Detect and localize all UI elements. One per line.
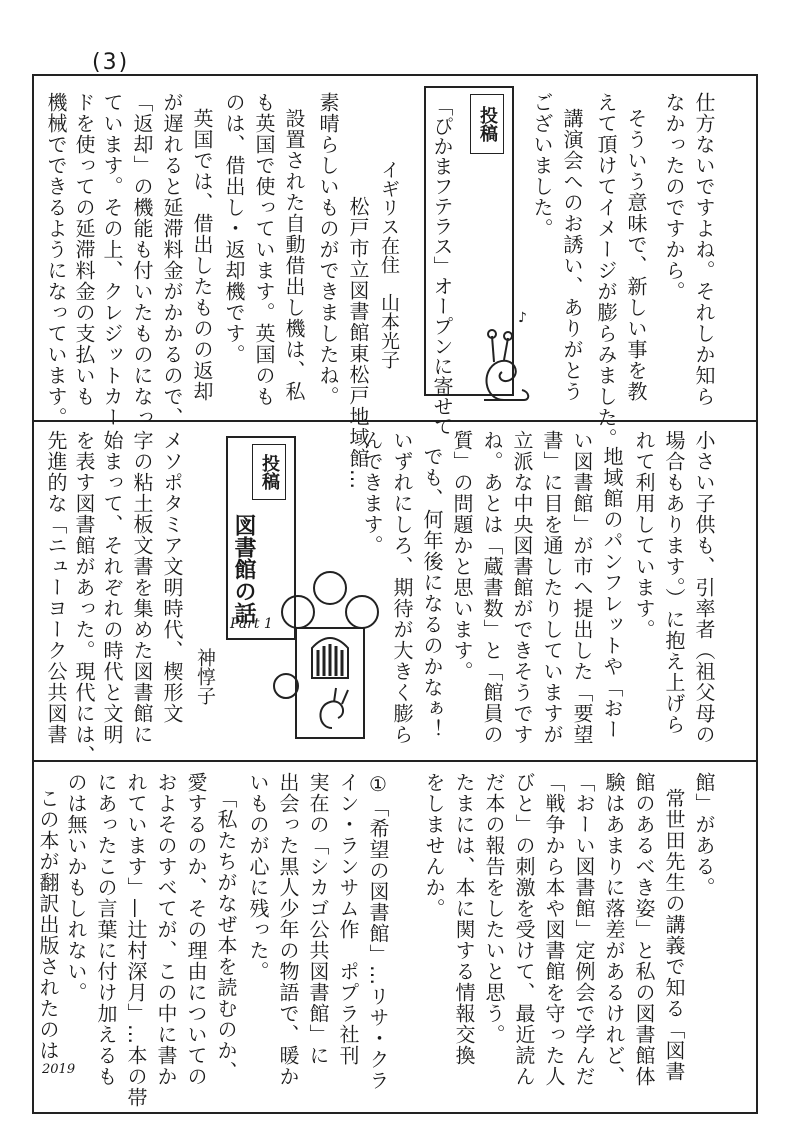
text-line: 先進的な「ニューヨーク公共図書: [44, 430, 68, 745]
text-line: この本が翻訳出版されたのは: [36, 788, 60, 1061]
text-line: 「私たちがなぜ本を読むのか、: [214, 788, 238, 1082]
text-line: 館のあるべき姿」と私の図書館体: [632, 772, 656, 1087]
text-line: 字の粘土板文書を集めた図書館に: [130, 430, 154, 745]
text-line: いずれにしろ、期待が大きく膨ら: [390, 430, 414, 745]
text-line: でも、何年後になるのかなぁ！: [420, 446, 444, 740]
text-line: 館」がある。: [692, 772, 716, 898]
section-divider-bottom: [32, 760, 758, 762]
text-line: ございました。: [530, 92, 554, 239]
text-line: だ本の報告をしたいと思う。: [482, 772, 506, 1045]
snail-illustration: [474, 300, 534, 410]
text-line: およそのすべてが、この中に書か: [154, 772, 178, 1087]
text-line: 書」に目を通したりしていますが: [540, 430, 564, 745]
article2-title: 図書館の話: [231, 514, 256, 624]
text-line: 設置された自動借出し機は、私: [282, 108, 306, 402]
text-line: 英国では、借出したものの返却: [190, 108, 214, 402]
article2-author: 神惇子: [194, 648, 216, 705]
text-line: れています」—辻村深月」…本の帯: [124, 772, 148, 1108]
text-line: 実在の「シカゴ公共図書館」に: [306, 772, 330, 1066]
text-line: 常世田先生の講義で知る「図書: [662, 788, 686, 1082]
text-line: が遅れると延滞料金がかかるので、: [160, 92, 184, 428]
text-line: 愛するのか、その理由についての: [184, 772, 208, 1087]
text-line: 地域館のパンフレットや「おー: [600, 446, 624, 740]
article2-tag: 投稿: [252, 444, 286, 500]
text-line: ドを使っての延滞料金の支払いも: [72, 92, 96, 407]
text-line: えて頂けてイメージが膨らみました。: [594, 92, 618, 449]
article2-part: Part 1: [230, 616, 273, 632]
text-line: そういう意味で、新しい事を教: [624, 108, 648, 402]
text-line: んできます。: [360, 430, 384, 556]
text-line: も英国で使っています。英国のも: [252, 92, 276, 407]
text-line: のは無いかもしれない。: [64, 772, 88, 1003]
article1-tag: 投稿: [470, 94, 504, 154]
text-line: メソポタミア文明時代、楔形文: [160, 430, 184, 724]
text-line: 場合もあります。）に抱え上げら: [662, 430, 686, 735]
text-line: なかったのですから。: [662, 92, 686, 302]
text-line: イン・ランサム作 ポプラ社刊: [336, 772, 360, 1066]
text-line: のは、借出し・返却機です。: [222, 92, 246, 365]
text-line: 小さい子供も、引率者（祖父母の: [692, 430, 716, 745]
text-line: にあったこの言葉に付け加えるも: [94, 772, 118, 1087]
text-line: をしませんか。: [422, 772, 446, 919]
text-line: 質」の問題かと思います。: [450, 430, 474, 682]
text-line: 仕方ないですよね。それしか知ら: [692, 92, 716, 407]
text-line: たまには、本に関する情報交換: [452, 772, 476, 1066]
text-line: 出会った黒人少年の物語で、暖か: [276, 772, 300, 1087]
text-line: 「おーい図書館」定例会で学んだ: [572, 772, 596, 1087]
text-line: 素晴らしいものができましたね。: [316, 92, 340, 407]
year-note: 2019: [42, 1062, 76, 1077]
text-line: 松戸市立図書館東松戸地域館…: [346, 196, 370, 490]
text-line: れて利用しています。: [632, 430, 656, 640]
library-tree-illustration: [272, 568, 388, 740]
text-line: 「返却」の機能も付いたものになっ: [130, 92, 154, 428]
text-line: 機械でできるようになっています。: [44, 92, 68, 428]
text-line: ね。あとは「蔵書数」と「館員の: [480, 430, 504, 745]
page-number: (3): [92, 50, 130, 75]
article1-author: イギリス在住 山本光子: [378, 160, 400, 369]
text-line: びと」の刺激を受けて、最近読ん: [512, 772, 536, 1087]
text-line: 講演会へのお誘い、ありがとう: [560, 108, 584, 402]
text-line: いものが心に残った。: [246, 772, 270, 982]
text-line: 験はあまりに落差があるけれど、: [602, 772, 626, 1087]
text-line: 「戦争から本や図書館を守った人: [542, 772, 566, 1087]
text-line: ①「希望の図書館」…リサ・クラ: [366, 772, 390, 1091]
svg-text:♪: ♪: [518, 310, 527, 326]
text-line: を表す図書館があった。現代には、: [72, 430, 96, 766]
text-line: 立派な中央図書館ができそうです: [510, 430, 534, 745]
text-line: い図書館」が市へ提出した「要望: [570, 430, 594, 745]
text-line: 始まって、それぞれの時代と文明: [100, 430, 124, 745]
article1-title: 「ぴかまフテラス」オープンに寄せて: [430, 96, 454, 436]
text-line: ています。その上、クレジットカー: [100, 92, 124, 428]
